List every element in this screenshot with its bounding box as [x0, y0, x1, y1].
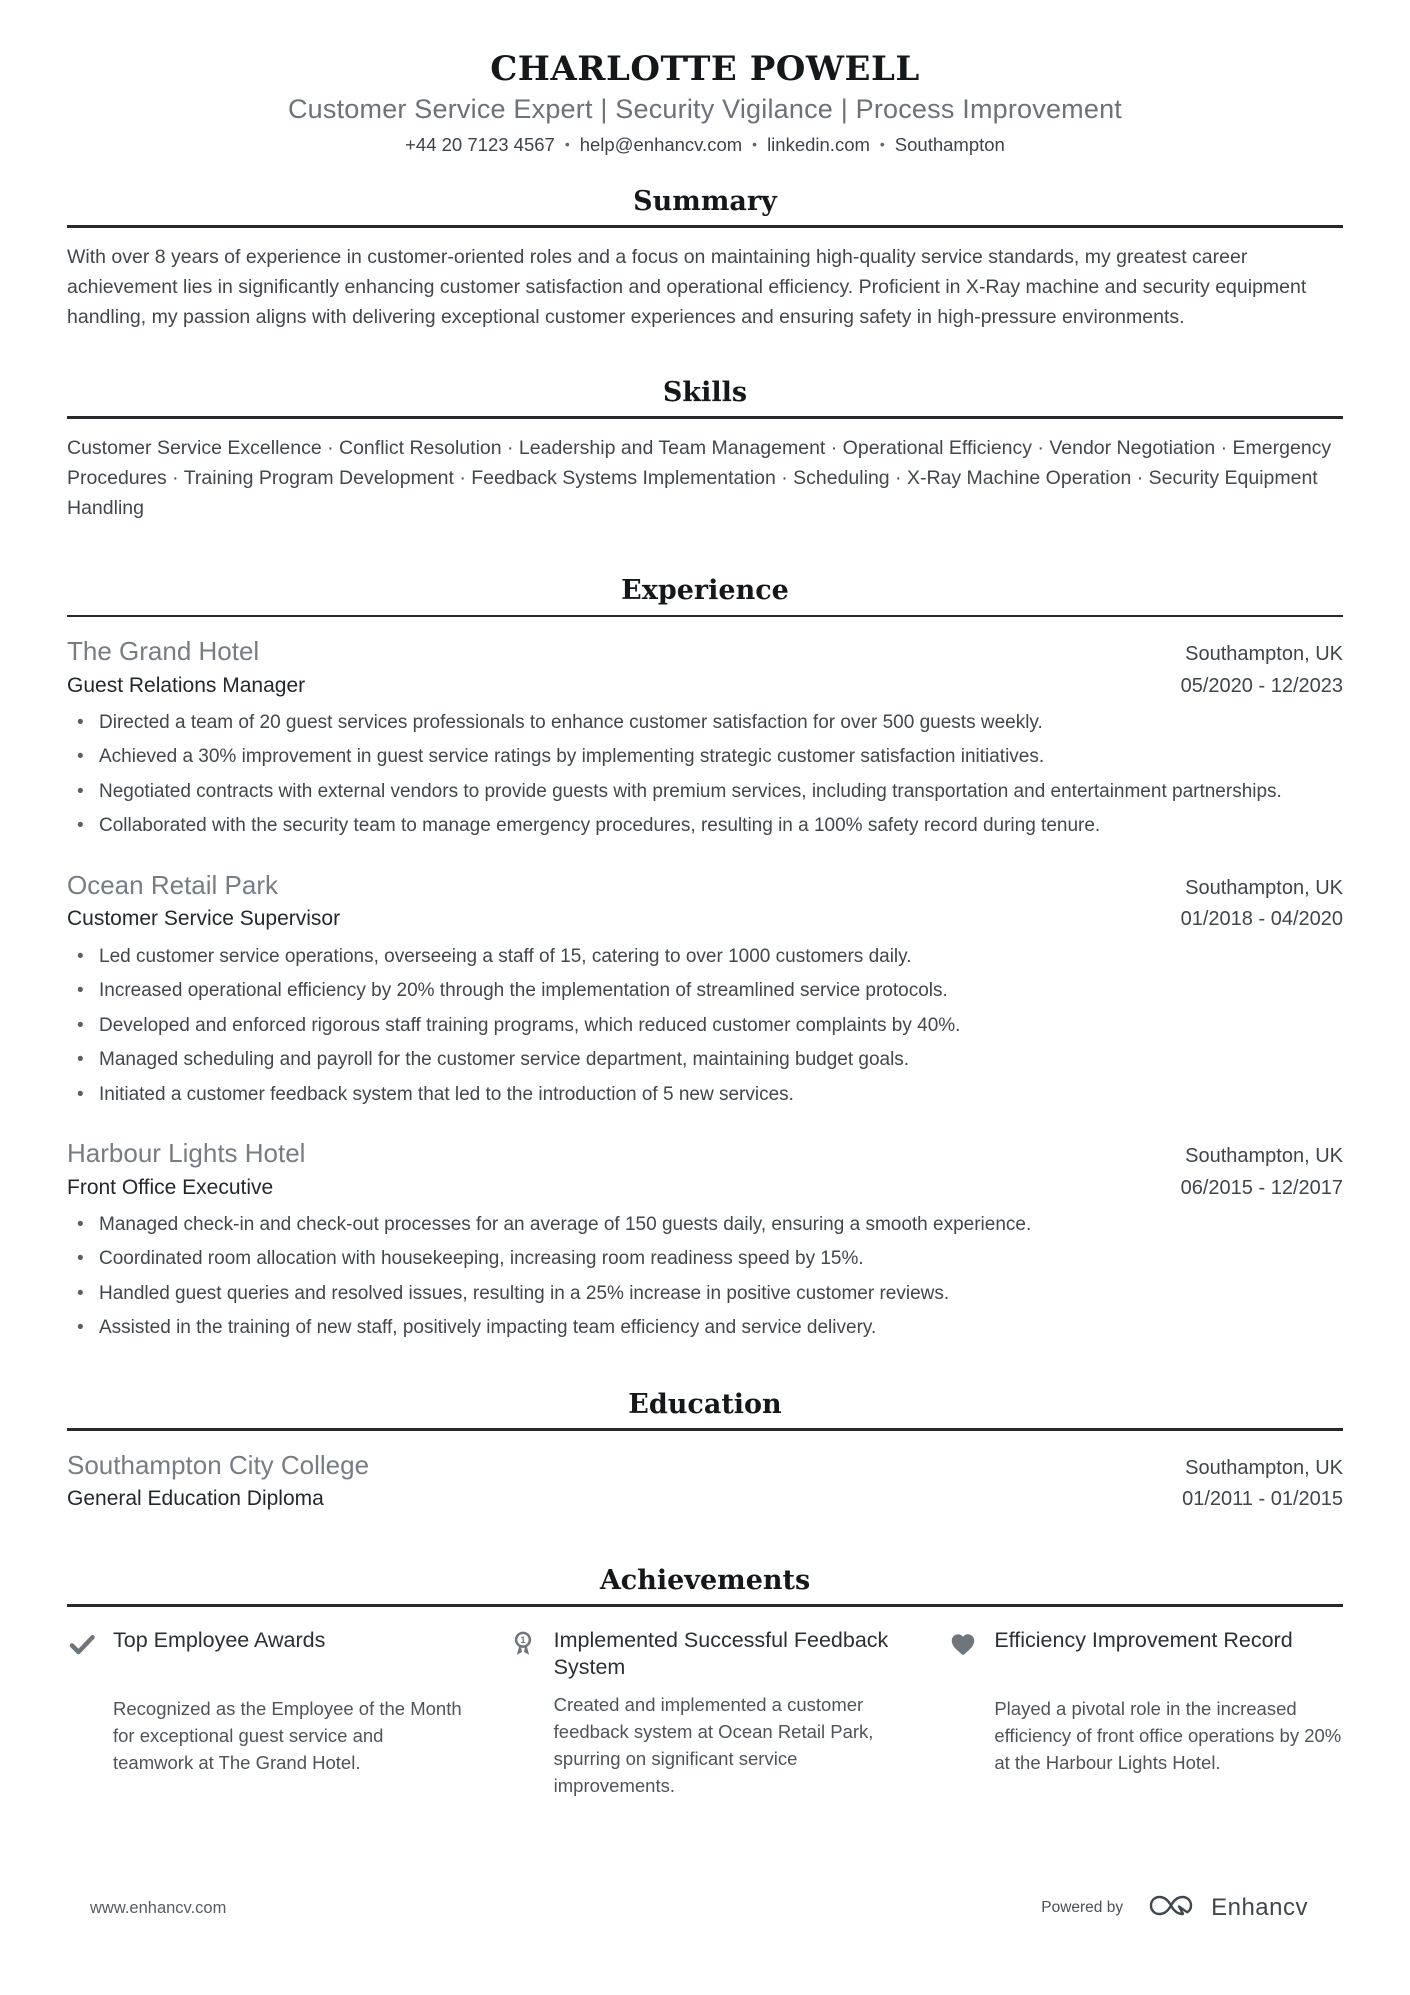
achievement-description: Created and implemented a customer feedback system at Ocean Retail Park, spurring on significant service improvements.	[553, 1694, 874, 1796]
experience-entry	[67, 635, 1343, 841]
company-name: Ocean Retail Park	[67, 869, 278, 900]
school-name: Southampton City College	[67, 1449, 370, 1480]
achievement-item	[508, 1627, 903, 1800]
education-location: Southampton, UK	[1185, 1456, 1343, 1479]
bullet-item: • Led customer service operations, overseeing a staff of 15, catering to over 1000 customers daily.	[99, 943, 1343, 972]
entry-dates: 05/2020 - 12/2023	[1180, 674, 1343, 697]
medal-icon	[508, 1627, 544, 1664]
resume-header	[67, 50, 1343, 156]
contact-row	[67, 134, 1343, 156]
company-name: Harbour Lights Hotel	[67, 1138, 306, 1169]
section-divider	[67, 1604, 1343, 1607]
powered-by-label: Powered by	[1041, 1899, 1124, 1916]
footer-brand	[1041, 1892, 1308, 1924]
experience-heading: Experience	[621, 575, 789, 607]
education-dates: 01/2011 - 01/2015	[1182, 1488, 1343, 1511]
separator-dot: •	[564, 136, 570, 153]
brand-name[interactable]: Enhancv	[1211, 1894, 1308, 1921]
entry-location: Southampton, UK	[1185, 1145, 1343, 1168]
achievements-grid	[67, 1627, 1343, 1800]
contact-email[interactable]: help@enhancv.com	[579, 134, 743, 156]
bullet-item: • Collaborated with the security team to manage emergency procedures, resulting in a 100% safety record during tenure.	[99, 812, 1343, 841]
bullet-list	[67, 943, 1343, 1110]
summary-heading: Summary	[633, 186, 777, 218]
bullet-item: • Initiated a customer feedback system that led to the introduction of 5 new services.	[99, 1081, 1343, 1110]
contact-phone: +44 20 7123 4567	[405, 134, 555, 156]
bullet-item: • Assisted in the training of new staff, positively impacting team efficiency and service delivery.	[99, 1314, 1343, 1343]
skills-text: Customer Service Excellence · Conflict Resolution · Leadership and Team Management · Operational Efficiency · Vendor Negotiation · Emergency Procedures · Training Program Development · Feedback Systems Implementation · Scheduling · X-Ray Machine Operation · Security Equipment Handling	[67, 436, 1332, 519]
bullet-item: • Developed and enforced rigorous staff training programs, which reduced customer complaints by 40%.	[99, 1012, 1343, 1041]
education-entry	[67, 1449, 1343, 1513]
bullet-item: • Managed check-in and check-out processes for an average of 150 guests daily, ensuring a smooth experience.	[99, 1211, 1343, 1240]
skills-heading: Skills	[662, 376, 748, 408]
separator-dot: •	[752, 136, 758, 153]
svg-text:1: 1	[520, 1634, 526, 1645]
degree-name: General Education Diploma	[67, 1487, 324, 1511]
achievements-heading: Achievements	[599, 1564, 811, 1596]
entry-location: Southampton, UK	[1185, 643, 1343, 666]
achievement-description: Recognized as the Employee of the Month for exceptional guest service and teamwork at The Grand Hotel.	[113, 1698, 462, 1774]
footer-website-link[interactable]: www.enhancv.com	[90, 1898, 227, 1917]
contact-linkedin[interactable]: linkedin.com	[767, 134, 870, 156]
section-divider	[67, 416, 1343, 419]
enhancv-logo-icon[interactable]	[1145, 1892, 1197, 1924]
achievement-item	[948, 1627, 1343, 1800]
section-divider	[67, 225, 1343, 228]
bullet-item: • Directed a team of 20 guest services professionals to enhance customer satisfaction for over 500 guests weekly.	[99, 709, 1343, 738]
bullet-list	[67, 709, 1343, 841]
education-heading: Education	[628, 1388, 782, 1420]
bullet-item: • Negotiated contracts with external vendors to provide guests with premium services, including transportation and entertainment partnerships.	[99, 778, 1343, 807]
experience-entry	[67, 1137, 1343, 1343]
company-name: The Grand Hotel	[67, 636, 260, 667]
bullet-item: • Increased operational efficiency by 20% through the implementation of streamlined service protocols.	[99, 977, 1343, 1006]
bullet-item: • Managed scheduling and payroll for the customer service department, maintaining budget goals.	[99, 1046, 1343, 1075]
job-title: Guest Relations Manager	[67, 673, 306, 697]
section-divider	[67, 615, 1343, 618]
job-title: Customer Service Supervisor	[67, 907, 341, 931]
candidate-name: CHARLOTTE POWELL	[490, 49, 920, 89]
achievement-title: Top Employee Awards	[113, 1627, 326, 1652]
page-footer	[0, 1892, 1410, 1924]
check-icon	[67, 1627, 103, 1664]
experience-entry	[67, 869, 1343, 1109]
entry-dates: 01/2018 - 04/2020	[1180, 908, 1343, 931]
summary-text: With over 8 years of experience in customer-oriented roles and a focus on maintaining high-quality service standards, my greatest career achievement lies in significantly enhancing customer satisfaction and operational efficiency. Proficient in X-Ray machine and security equipment handling, my passion aligns with delivering exceptional customer experiences and ensuring safety in high-pressure environments.	[67, 245, 1307, 329]
heart-icon	[948, 1627, 984, 1664]
candidate-headline: Customer Service Expert | Security Vigilance | Process Improvement	[287, 94, 1123, 125]
job-title: Front Office Executive	[67, 1175, 274, 1199]
bullet-item: • Achieved a 30% improvement in guest service ratings by implementing strategic customer satisfaction initiatives.	[99, 743, 1343, 772]
bullet-item: • Coordinated room allocation with housekeeping, increasing room readiness speed by 15%.	[99, 1245, 1343, 1274]
achievement-title: Efficiency Improvement Record	[994, 1627, 1293, 1652]
entry-location: Southampton, UK	[1185, 876, 1343, 899]
bullet-item: • Handled guest queries and resolved issues, resulting in a 25% increase in positive customer reviews.	[99, 1280, 1343, 1309]
contact-location: Southampton	[894, 134, 1005, 156]
bullet-list	[67, 1211, 1343, 1343]
separator-dot: •	[879, 136, 885, 153]
entry-dates: 06/2015 - 12/2017	[1180, 1176, 1343, 1199]
section-divider	[67, 1428, 1343, 1431]
achievement-item	[67, 1627, 462, 1800]
achievement-description: Played a pivotal role in the increased efficiency of front office operations by 20% at the Harbour Lights Hotel.	[994, 1698, 1342, 1774]
achievement-title: Implemented Successful Feedback System	[553, 1627, 889, 1680]
